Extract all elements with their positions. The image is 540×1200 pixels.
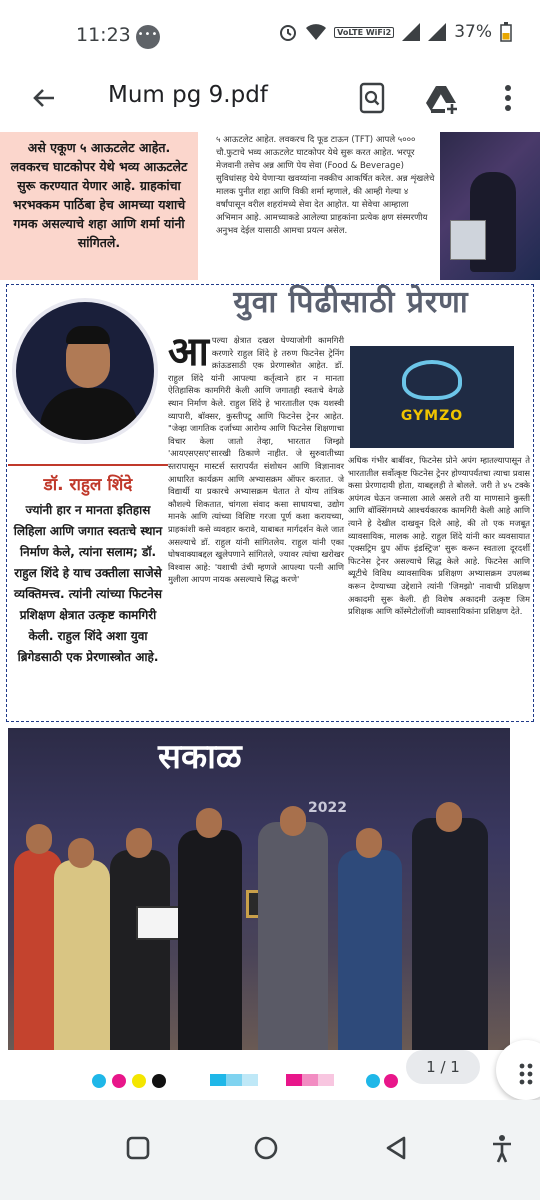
swatch-block — [226, 1074, 242, 1086]
article-snippet: ५ आऊटलेट आहेत. लवकरच दि फूड टाऊन (TFT) आपले ५००० चौ.फुटाचे भव्य आऊटलेट घाटकोपर येथे सुरू करत आहेत. भरपूर मेजवानी तसेच अन्न आणि पेय सेवा (Food & Beverage) सुविधांसह येथे येणाऱ्या खवय्यांना नक्कीच आकर्षित करेल. अन्न शृंखलेचे मालक पुनीत शहा आणि विकी शर्मा म्हणाले, की आम्ही गेल्या ४ वर्षांपासून वरील शहरांमध्ये सेवा देत आहोत. या सेवेचा आम्हाला अभिमान आहे. आमच्याकडे आलेल्या प्राहकांना प्रत्येक क्षण संस्मरणीय अनुभव देईल यासाठी आमचा प्रयत्न असेल. — [216, 135, 435, 236]
swatch-block — [318, 1074, 334, 1086]
award-ceremony-photo — [8, 728, 510, 1050]
certificate — [136, 906, 182, 940]
swatch-block — [242, 1074, 258, 1086]
person-name: डॉ. राहुल शिंदे — [43, 475, 133, 495]
swatch-block — [302, 1074, 318, 1086]
wifi-icon — [306, 23, 326, 41]
swatch-dot — [112, 1074, 126, 1088]
document-title: Mum pg 9.pdf — [108, 82, 268, 108]
alarm-icon — [278, 22, 298, 42]
recents-icon[interactable] — [118, 1128, 158, 1168]
person-figure — [110, 850, 170, 1050]
article-column-1 — [168, 329, 344, 586]
column-1-text: पल्या क्षेत्रात दखल घेण्याजोगी कामगिरी करणारे राहुल शिंदे हे तरुण फिटनेस ट्रेनिंग क्रांऊडसाठी एक प्रेरणास्त्रोत आहेत. डॉ. राहुल शिंदे यांनी आपल्या कर्तृत्वाने हार न मानता ऐतिहासिक कामगिरी केली आणि जगातही स्वतःचे वेगळे स्थान निर्माण केले. राहुल शिंदे हे भारतातील एक यशस्वी व्यापारी, बॉक्सर, कुस्तीपटू आणि फिटनेस ट्रेनर आहेत. "जेव्हा जागतिक दर्जाच्या आरोग्य आणि फिटनेस शिक्षणाचा विचार केला जातो तेव्हा, भारतात जिम्झो 'आयएसएसए'सारखी ठिकाणे नाहीत. जे सुरुवातीच्या स्तरापासून मास्टर्स स्तरापर्यंत संशोधन आणि विज्ञानावर आधारित कार्यक्रम आणि अभ्यासक्रम ऑफर करतात. जे विद्यार्थी या प्रकारचे अभ्यासक्रम घेतात ते योग्य तांत्रिक कौशल्ये शिकतात, चांगला संवाद कसा साधायचा, उद्योग मानके आणि त्यांच्या विशिष्ट गरजा पूर्ण कशा करायच्या, प्राहकांशी कसे व्यवहार करावे, याबाबत मार्गदर्शन केले जात असल्याचे डॉ. राहुल यांनी सांगितलेय. राहुल यांनी एका घोषवाक्याबद्दल खुलेपणाने सांगितले, ज्यावर त्यांचा खरोखर विश्वास आहे: 'यशाची उंची म्हणजे आपल्या पत्नी आणि मुलीला आपण नायक असल्याचे सिद्ध करणे' — [168, 335, 344, 585]
person-head — [280, 806, 306, 836]
signal-icon — [402, 23, 420, 41]
person-figure — [258, 822, 328, 1050]
portrait-photo — [12, 298, 158, 444]
swatch-dot — [152, 1074, 166, 1088]
accessibility-icon[interactable] — [482, 1128, 522, 1168]
back-nav-icon[interactable] — [376, 1128, 416, 1168]
swatch-dot — [92, 1074, 106, 1088]
snippet-photo — [440, 132, 540, 280]
network-label: VoLTE WiFi2 — [334, 27, 394, 38]
person-figure — [178, 830, 242, 1050]
battery-icon — [500, 22, 512, 42]
logo-text: GYMZO — [400, 408, 464, 424]
search-document-icon[interactable] — [354, 80, 390, 116]
person-figure — [54, 860, 110, 1050]
status-indicators — [278, 22, 512, 42]
swatch-block — [210, 1074, 226, 1086]
page-indicator: 1 / 1 — [406, 1050, 480, 1084]
person-head — [26, 824, 52, 854]
swatch-dot — [366, 1074, 380, 1088]
person-head — [126, 828, 152, 858]
highlight-box: असे एकूण ५ आऊटलेट आहेत. लवकरच घाटकोपर येथे भव्य आऊटलेट सुरू करण्यात येणार आहे. ग्राहकांचा भरभक्कम पाठिंबा हेच आमच्या यशाचे गमक असल्याचे शहा आणि शर्मा यांनी सांगितले. — [0, 132, 198, 280]
battery-percent: 37% — [454, 22, 492, 42]
swatch-dot — [384, 1074, 398, 1088]
name-divider — [8, 464, 168, 466]
photo-banner-stand — [450, 220, 486, 260]
pdf-page — [0, 132, 540, 1100]
drop-cap: आ — [168, 329, 209, 375]
person-figure — [338, 850, 402, 1050]
swatch-block — [286, 1074, 302, 1086]
previous-article-strip — [0, 132, 540, 280]
person-head — [68, 838, 94, 868]
portrait-body — [40, 388, 138, 444]
logo-dumbbell-icon — [402, 360, 462, 400]
notification-icon: ••• — [136, 25, 160, 49]
swatch-dot — [132, 1074, 146, 1088]
add-to-drive-icon[interactable] — [424, 80, 460, 116]
article-headline: युवा पिढीसाठी प्रेरणा — [233, 285, 469, 320]
person-head — [436, 802, 462, 832]
person-head — [196, 808, 222, 838]
status-bar — [0, 0, 540, 72]
signal-icon-2 — [428, 23, 446, 41]
photo-banner-text: सकाळ — [158, 737, 242, 777]
person-figure — [412, 818, 488, 1050]
more-vert-icon[interactable] — [490, 80, 526, 116]
grid-dots-icon — [496, 1040, 540, 1100]
gymzo-logo — [350, 346, 514, 448]
arrow-back-icon[interactable] — [28, 82, 60, 114]
app-bar — [0, 72, 540, 132]
person-bio: ज्यांनी हार न मानता इतिहास लिहिला आणि जगात स्वतःचे स्थान निर्माण केले, त्यांना सलाम; डॉ. राहुल शिंदे हे याच उक्तीला साजेसे व्यक्तिमत्त्व. त्यांनी त्यांच्या फिटनेस प्रशिक्षण क्षेत्रात उत्कृष्ट कामगिरी केली. राहुल शिंदे अशा युवा ब्रिगेडसाठी एक प्रेरणास्त्रोत आहे. — [13, 503, 163, 664]
person-head — [356, 828, 382, 858]
system-nav-bar — [0, 1100, 540, 1200]
status-time: 11:23 — [76, 24, 131, 46]
home-icon[interactable] — [246, 1128, 286, 1168]
photo-year: 2022 — [308, 800, 347, 816]
article-column-2: अधिक गंभीर बाबींवर, फिटनेस प्रोने अपंग म्हातल्यापासून ते भारतातील सर्वोत्कृष्ट फिटनेस ट्रेनर होण्यापर्यंतचा त्याचा प्रवास कसा प्रेरणादायी होता, याबद्दलही ते बोलले. जरी ते ४५ टक्के अपंगत्व घेऊन जन्माला आले असले तरी या माणसाने कुस्ती आणि बॉक्सिंगमध्ये आश्चर्यकारक कामगिरी केली आहे आणि त्याने हे देखील दाखवून दिले आहे, की तो एक मजबूत व्यावसायिक, मालक आहे. राहुल शिंदे यांनी कार व्यवसायात 'एक्सट्रिम ग्रुप ऑफ इंडस्ट्रिज' सुरू करून स्वतःला दूरदर्शी फिटनेस ट्रेनर असल्याचे सिद्ध केले आहे. फिटनेस आणि ब्यूटीचे विविध व्यावसायिक प्रशिक्षण अभ्यासक्रम उपलब्ध करून देण्याच्या उद्देशाने त्यांनी 'जिमझो' नावाची प्रशिक्षण अकादमी सुरू केली. ही विशेष अकादमी उत्कृष्ट जिम प्रशिक्षक आणि कॉस्मेटोलॉजी व्यावसायिकांना प्रशिक्षण देते. — [348, 455, 530, 617]
portrait-hair — [66, 326, 110, 344]
pdf-viewport[interactable] — [0, 132, 540, 1100]
grid-view-button[interactable] — [496, 1040, 540, 1100]
